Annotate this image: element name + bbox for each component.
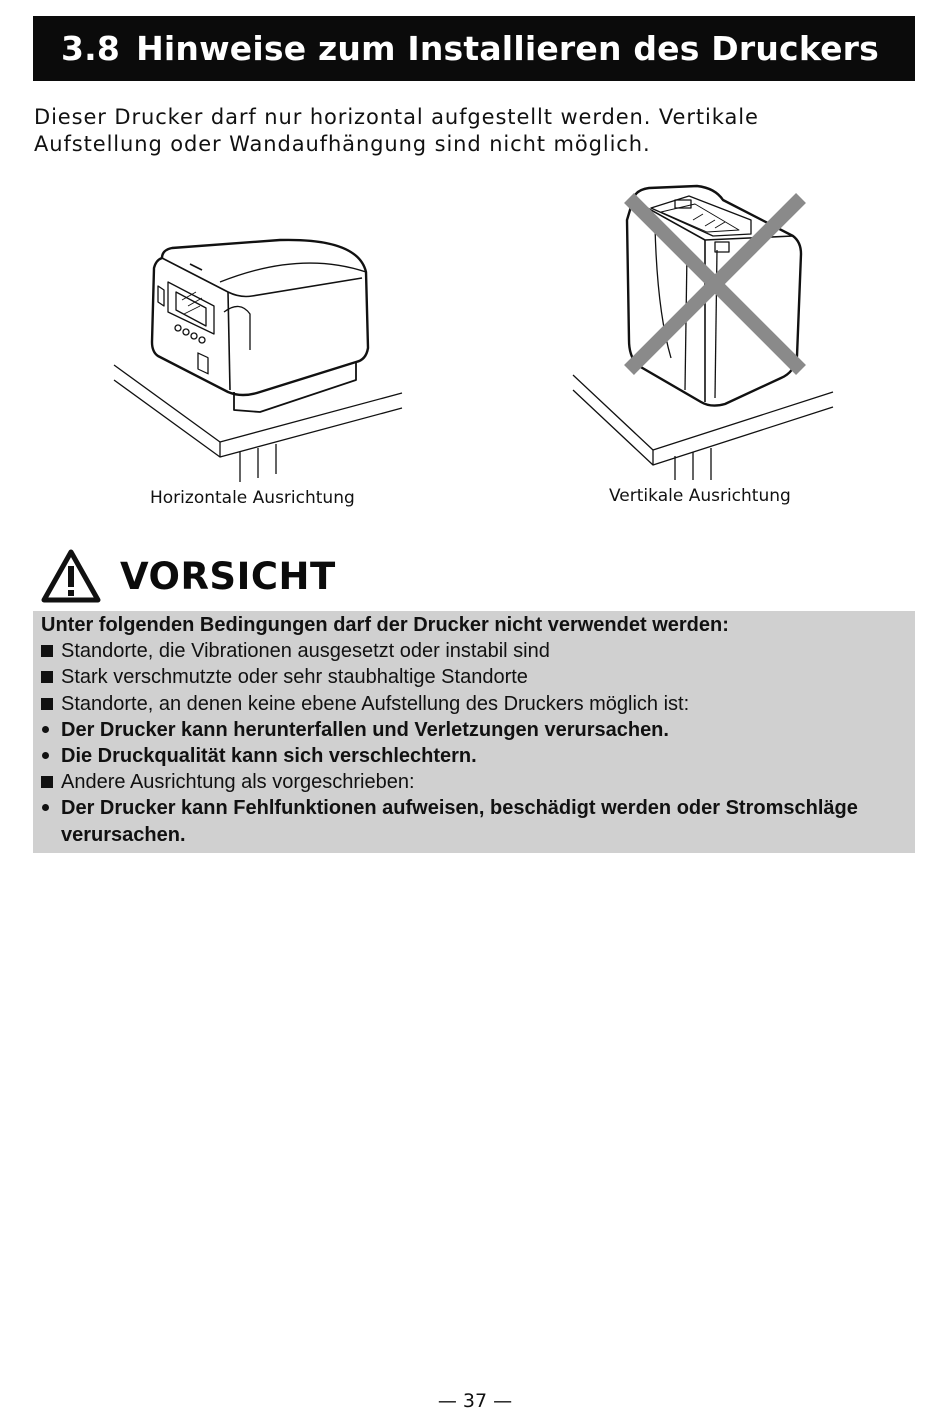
- caution-box: [33, 611, 915, 853]
- section-number: 3.8: [61, 29, 121, 68]
- caution-item-text: Andere Ausrichtung als vorgeschrieben:: [61, 771, 415, 794]
- caution-item-text: Der Drucker kann Fehlfunktionen aufweisen, beschädigt werden oder Stromschläge: [61, 797, 858, 820]
- caution-item: [41, 769, 907, 795]
- caution-list: [41, 638, 907, 848]
- square-bullet-icon: [41, 691, 61, 717]
- caution-item-text: Standorte, an denen keine ebene Aufstellung des Druckers möglich ist:: [61, 692, 690, 715]
- intro-line-2: Aufstellung oder Wandaufhängung sind nicht möglich.: [34, 132, 651, 156]
- caution-item: [41, 717, 907, 743]
- page-number: — 37 —: [437, 1390, 513, 1412]
- cross-mark-icon: [629, 198, 801, 370]
- caution-item: [41, 691, 907, 717]
- caution-item: [41, 638, 907, 664]
- dot-bullet-icon: [41, 795, 61, 821]
- square-bullet-icon: [41, 664, 61, 690]
- vertical-caption: Vertikale Ausrichtung: [609, 486, 791, 506]
- caution-item: [41, 795, 907, 821]
- caution-item: [41, 743, 907, 769]
- horizontal-printer-illustration: [110, 230, 410, 490]
- dot-bullet-icon: [41, 743, 61, 769]
- caution-item-text: Standorte, die Vibrationen ausgesetzt oder instabil sind: [61, 640, 550, 663]
- caution-item-text: Stark verschmutzte oder sehr staubhaltige Standorte: [61, 666, 528, 689]
- square-bullet-icon: [41, 769, 61, 795]
- caution-title: VORSICHT: [120, 554, 336, 598]
- caution-heading: Unter folgenden Bedingungen darf der Drucker nicht verwendet werden:: [41, 614, 729, 636]
- square-bullet-icon: [41, 638, 61, 664]
- intro-paragraph: [34, 104, 894, 158]
- vertical-printer-illustration: [565, 180, 845, 480]
- caution-item-text: Der Drucker kann herunterfallen und Verletzungen verursachen.: [61, 718, 669, 741]
- warning-triangle-icon: [40, 548, 102, 604]
- caution-item: [41, 822, 907, 848]
- section-title: Hinweise zum Installieren des Druckers: [136, 29, 879, 68]
- caution-item-text: verursachen.: [61, 823, 186, 846]
- caution-item: [41, 664, 907, 690]
- intro-line-1: Dieser Drucker darf nur horizontal aufgestellt werden. Vertikale: [34, 105, 759, 129]
- dot-bullet-icon: [41, 717, 61, 743]
- caution-item-text: Die Druckqualität kann sich verschlechtern.: [61, 744, 477, 767]
- caution-header: [40, 547, 336, 605]
- horizontal-caption: Horizontale Ausrichtung: [150, 488, 355, 508]
- section-title-bar: [33, 16, 915, 81]
